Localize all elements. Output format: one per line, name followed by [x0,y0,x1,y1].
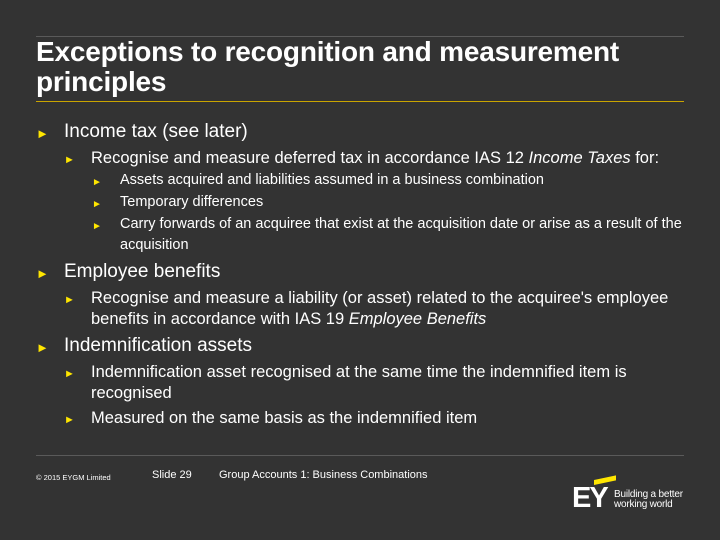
logo-tagline [614,490,683,510]
title-underline [36,101,684,102]
bullet-text: Indemnification asset recognised at the same time the indemnified item is recognised [91,363,627,402]
bullet-text: Recognise and measure a liability (or asset) related to the acquiree's employee benefits in accordance with IAS 19 [91,289,669,328]
footer-divider [36,455,684,456]
ey-logo [572,480,692,516]
bullet-text: Assets acquired and liabilities assumed in a business combination [120,172,544,188]
bullet-deferred-tax [64,148,686,169]
bullet-temporary-differences [92,192,686,213]
triangle-right-icon: ► [64,368,75,380]
triangle-right-icon: ► [92,199,102,210]
bullet-text-end: for: [630,149,660,167]
triangle-right-icon: ► [36,126,49,141]
bullet-income-tax [36,120,686,144]
bullet-indemnification-assets [36,334,686,358]
slide-number: Slide 29 [152,469,192,481]
bullet-text: Measured on the same basis as the indemnified item [91,409,478,427]
triangle-right-icon: ► [36,340,49,355]
triangle-right-icon: ► [92,221,102,232]
deck-title: Group Accounts 1: Business Combinations [219,469,428,481]
bullet-assets-acquired [92,170,686,191]
logo-tagline-line1: Building a better [614,489,683,500]
copyright-notice: © 2015 EYGM Limited [36,473,111,482]
bullet-text: Temporary differences [120,194,264,210]
triangle-right-icon: ► [92,177,102,188]
bullet-text: Recognise and measure deferred tax in accordance IAS 12 [91,149,529,167]
bullet-text: Carry forwards of an acquiree that exist at the acquisition date or arise as a result of the acquisition [120,216,682,253]
bullet-carry-forwards [92,214,686,256]
logo-mark: EY [572,482,607,514]
bullet-employee-benefits [36,260,686,284]
triangle-right-icon: ► [36,266,49,281]
triangle-right-icon: ► [64,294,75,306]
standard-name: Income Taxes [528,149,631,167]
slide-title: Exceptions to recognition and measurement principles [36,36,620,97]
bullet-text: Income tax (see later) [64,121,248,142]
triangle-right-icon: ► [64,154,75,166]
bullet-indemnification-recognised [64,362,686,404]
bullet-indemnification-measured [64,408,686,429]
bullet-text: Employee benefits [64,261,221,282]
slide-content [36,116,686,429]
bullet-text: Indemnification assets [64,335,252,356]
standard-name: Employee Benefits [348,310,487,328]
bullet-employee-liability [64,288,686,330]
triangle-right-icon: ► [64,414,75,426]
logo-tagline-line2: working world [614,499,673,510]
